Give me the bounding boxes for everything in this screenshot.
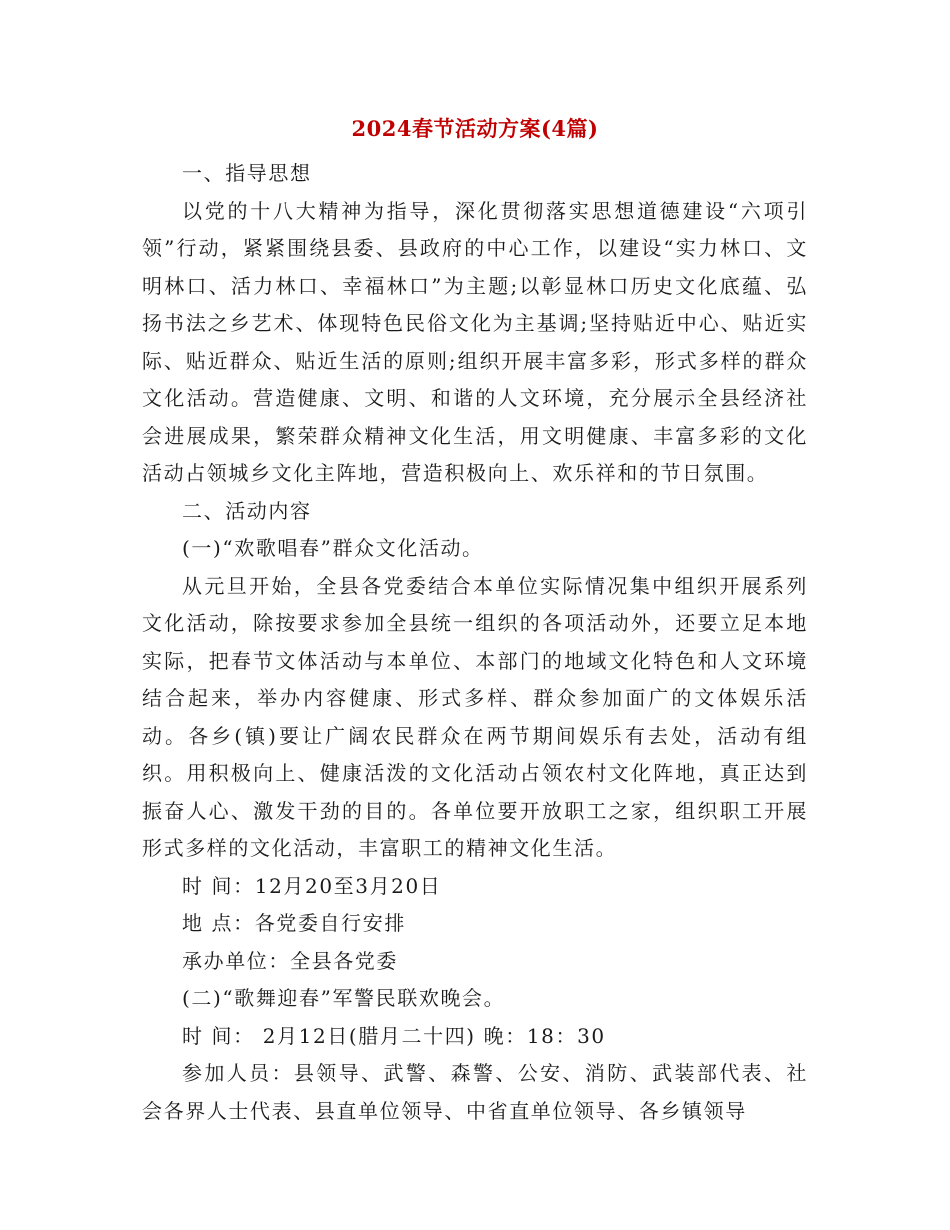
document-body: [142, 155, 808, 1130]
paragraph-guiding-ideology: 以党的十八大精神为指导，深化贯彻落实思想道德建设“六项引领”行动，紧紧围绕县委、县政府的中心工作，以建设“实力林口、文明林口、活力林口、幸福林口”为主题;以彰显林口历史文化底蕴、弘扬书法之乡艺术、体现特色民俗文化为主基调;坚持贴近中心、贴近实际、贴近群众、贴近生活的原则;组织开展丰富多彩，形式多样的群众文化活动。营造健康、文明、和谐的人文环境，充分展示全县经济社会进展成果，繁荣群众精神文化生活，用文明健康、丰富多彩的文化活动占领城乡文化主阵地，营造积极向上、欢乐祥和的节日氛围。: [142, 198, 808, 485]
activity-2-time: 时 间： 2月12日(腊月二十四) 晚：18：30: [182, 1023, 606, 1048]
document-title: 2024春节活动方案(4篇): [351, 116, 599, 141]
subsection-heading-2: (二)“歌舞迎春”军警民联欢晚会。: [182, 986, 506, 1010]
activity-2-participants: 参加人员：县领导、武警、森警、公安、消防、武装部代表、社会各界人士代表、县直单位领导、中省直单位领导、各乡镇领导: [142, 1061, 808, 1123]
subsection-heading-1: (一)“欢歌唱春”群众文化活动。: [182, 536, 484, 560]
activity-1-location: 地 点：各党委自行安排: [182, 911, 406, 935]
section-heading-guiding-ideology: 一、指导思想: [182, 161, 312, 185]
activity-1-organizer: 承办单位：全县各党委: [182, 948, 398, 973]
section-heading-activity-content: 二、活动内容: [182, 498, 312, 523]
paragraph-activity-1: 从元旦开始，全县各党委结合本单位实际情况集中组织开展系列文化活动，除按要求参加全县统一组织的各项活动外，还要立足本地实际，把春节文体活动与本单位、本部门的地域文化特色和人文环境结合起来，举办内容健康、形式多样、群众参加面广的文体娱乐活动。各乡(镇)要让广阔农民群众在两节期间娱乐有去处，活动有组织。用积极向上、健康活泼的文化活动占领农村文化阵地，真正达到振奋人心、激发干劲的目的。各单位要开放职工之家，组织职工开展形式多样的文化活动，丰富职工的精神文化生活。: [142, 573, 808, 860]
activity-1-time: 时 间：12月20至3月20日: [182, 873, 442, 898]
